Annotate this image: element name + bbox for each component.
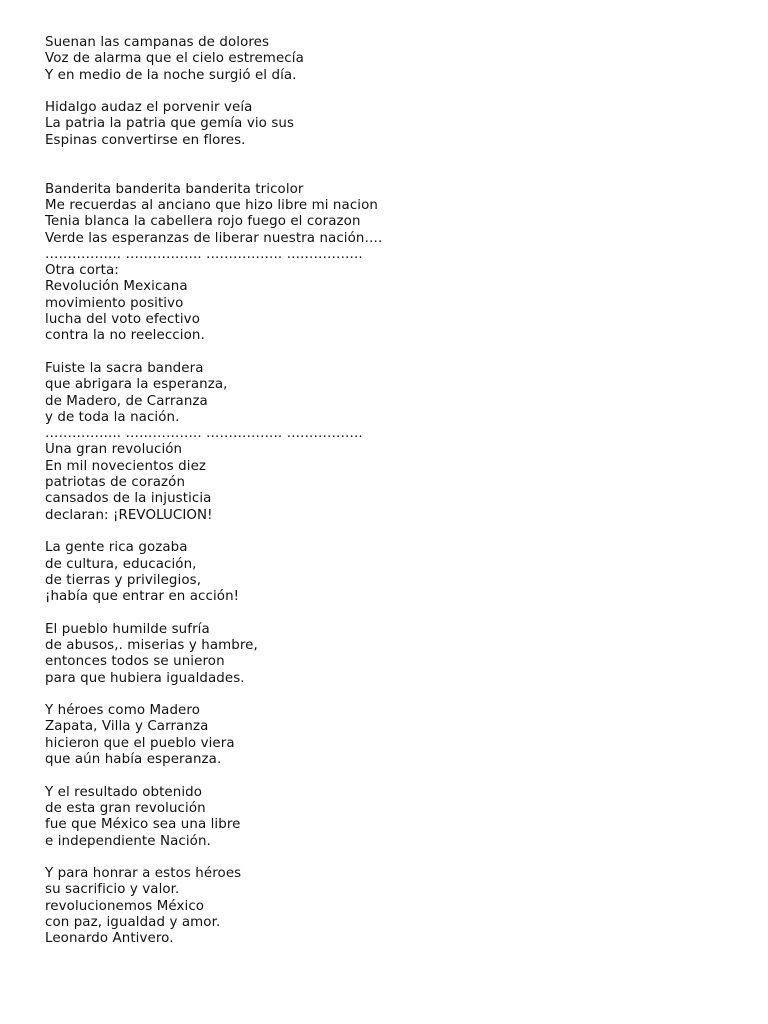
poem-line: movimiento positivo <box>45 295 184 311</box>
poem-line: Fuiste la sacra bandera <box>45 360 204 376</box>
stanza-3 <box>45 182 725 345</box>
poem-line: cansados de la injusticia <box>45 491 212 507</box>
poem-line: Y el resultado obtenido <box>45 784 203 800</box>
stanza-break <box>45 768 725 784</box>
dotted-separator: …………….. …………….. …………….. …………….. <box>45 426 363 442</box>
poem-line: Zapata, Villa y Carranza <box>45 719 209 735</box>
poem-line: Suenan las campanas de dolores <box>45 35 270 50</box>
poem-line: declaran: ¡REVOLUCION! <box>45 507 213 523</box>
stanza-break <box>45 524 725 540</box>
stanza-9 <box>45 866 725 947</box>
poem-line: En mil novecientos diez <box>45 458 207 474</box>
stanza-2 <box>45 100 725 149</box>
poem-line: Tenia blanca la cabellera rojo fuego el corazon <box>45 214 361 230</box>
poem-line: de esta gran revolución <box>45 800 206 816</box>
poem-line: revolucionemos México <box>45 898 205 914</box>
stanza-break <box>45 850 725 866</box>
stanza-8 <box>45 785 725 850</box>
poem-line: La patria la patria que gemía vio sus <box>45 116 295 132</box>
stanza-break <box>45 605 725 621</box>
poem-line: y de toda la nación. <box>45 409 180 425</box>
dotted-separator: …………….. …………….. …………….. …………….. <box>45 246 363 262</box>
poem-body <box>45 35 725 948</box>
poem-line: su sacrificio y valor. <box>45 882 180 898</box>
poem-line: de cultura, educación, <box>45 556 197 572</box>
stanza-break <box>45 84 725 100</box>
author-signature: Leonardo Antivero. <box>45 931 174 947</box>
stanza-5 <box>45 540 725 605</box>
poem-line: hicieron que el pueblo viera <box>45 735 235 751</box>
poem-line: Banderita banderita banderita tricolor <box>45 181 304 197</box>
poem-line: lucha del voto efectivo <box>45 312 200 328</box>
poem-line: e independiente Nación. <box>45 833 211 849</box>
poem-line: de abusos,. miserias y hambre, <box>45 637 258 653</box>
stanza-break <box>45 149 725 182</box>
poem-line: para que hubiera igualdades. <box>45 670 245 686</box>
stanza-1 <box>45 35 725 84</box>
poem-line: con paz, igualdad y amor. <box>45 915 221 931</box>
poem-line: que abrigara la esperanza, <box>45 377 228 393</box>
poem-line: Verde las esperanzas de liberar nuestra nación…. <box>45 230 383 246</box>
poem-line: ¡había que entrar en acción! <box>45 589 240 605</box>
stanza-7 <box>45 703 725 768</box>
poem-line: Hidalgo audaz el porvenir veía <box>45 100 253 116</box>
stanza-4 <box>45 361 725 524</box>
poem-line: Y en medio de la noche surgió el día. <box>45 67 297 83</box>
poem-line: de Madero, de Carranza <box>45 393 208 409</box>
poem-line: La gente rica gozaba <box>45 540 188 556</box>
poem-line: El pueblo humilde sufría <box>45 621 210 637</box>
poem-line: entonces todos se unieron <box>45 654 225 670</box>
poem-line: patriotas de corazón <box>45 475 186 491</box>
poem-line: Otra corta: <box>45 263 119 279</box>
poem-line: Y para honrar a estos héroes <box>45 866 242 882</box>
poem-line: fue que México sea una libre <box>45 817 241 833</box>
stanza-break <box>45 687 725 703</box>
poem-line: Revolución Mexicana <box>45 279 188 295</box>
poem-line: contra la no reeleccion. <box>45 328 205 344</box>
poem-line: que aún había esperanza. <box>45 752 222 768</box>
poem-line: de tierras y privilegios, <box>45 572 202 588</box>
poem-line: Una gran revolución <box>45 442 183 458</box>
stanza-break <box>45 345 725 361</box>
poem-line: Me recuerdas al anciano que hizo libre mi nacion <box>45 197 378 213</box>
poem-line: Voz de alarma que el cielo estremecía <box>45 51 304 67</box>
poem-line: Y héroes como Madero <box>45 703 200 719</box>
poem-line: Espinas convertirse en flores. <box>45 132 246 148</box>
stanza-6 <box>45 622 725 687</box>
